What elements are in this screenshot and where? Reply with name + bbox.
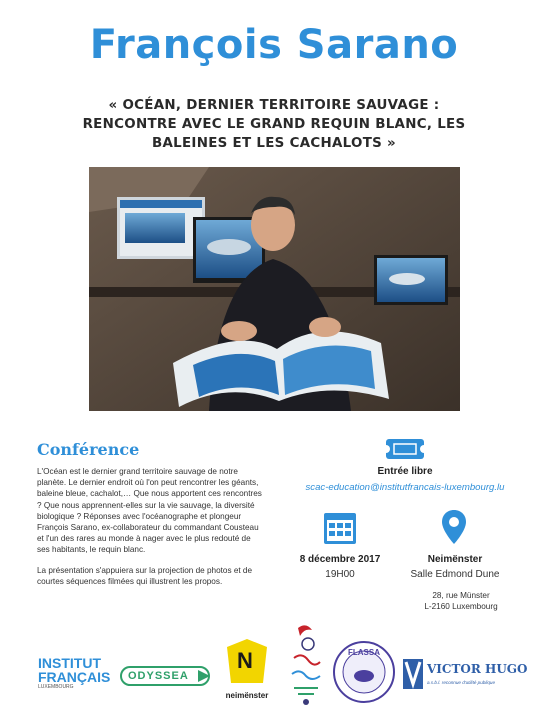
speaker-photo-illustration (89, 167, 460, 411)
subtitle-line-1: « OCÉAN, DERNIER TERRITOIRE SAUVAGE : (108, 98, 440, 113)
location-pin-icon (441, 509, 467, 550)
ticket-icon (385, 438, 425, 465)
speaker-photo (89, 167, 460, 411)
victor-hugo-subtitle: a.s.b.l. reconnue d'utilité publique (427, 680, 496, 685)
subtitle-line-2: RENCONTRE AVEC LE GRAND REQUIN BLANC, LES (82, 117, 466, 132)
venue-room: Salle Edmond Dune (410, 569, 500, 580)
subtitle-line-3: BALEINES ET LES CACHALOTS » (151, 136, 397, 151)
neimenster-letter: N (237, 648, 253, 673)
event-date: 8 décembre 2017 (299, 554, 381, 565)
address-line-1: 28, rue Münster (432, 591, 490, 600)
conference-paragraph-2: La présentation s'appuiera sur la projection de photos et de courtes séquences filmées qui illustrent les propos. (37, 565, 253, 586)
contact-email-link[interactable]: scac-education@institutfrancais-luxembourg.lu (305, 482, 505, 493)
decorative-figures-logo (288, 622, 324, 708)
flassa-text: FLASSA (348, 648, 380, 657)
date-block (280, 548, 400, 580)
page-title: François Sarano (89, 22, 459, 68)
flassa-logo (332, 640, 396, 704)
venue-address (400, 590, 510, 612)
place-block (400, 548, 510, 612)
conference-description (37, 466, 265, 596)
conference-paragraph-1: L'Océan est le dernier grand territoire sauvage de notre planète. Le dernier endroit où l'on peut rencontrer les géants, baleine bleue, cachalot,… Que nous apportent ces rencontres ? Que nous apprennent-elles sur la vie sauvage, la diversité biologique ? Réponses avec l'océanographe et plongeur François Sarano, ex-collaborateur du commandant Cousteau et l'un des rares au monde à nager avec le plus redouté de ses habitants, le requin blanc. (37, 467, 262, 555)
neimenster-logo (222, 638, 272, 700)
venue-name: Neimënster (427, 554, 483, 565)
address-line-2: L-2160 Luxembourg (424, 602, 498, 611)
calendar-icon (322, 510, 358, 551)
neimenster-text: neimënster (225, 691, 269, 700)
conference-heading: Conférence (37, 440, 140, 459)
institut-line-1: INSTITUT (38, 655, 101, 671)
institut-line-3: LUXEMBOURG (38, 684, 74, 690)
victor-hugo-text: VICTOR HUGO (427, 662, 528, 676)
partner-logos (0, 612, 548, 712)
event-subtitle (60, 96, 488, 153)
odyssea-logo (120, 664, 212, 688)
entry-label: Entrée libre (377, 466, 433, 477)
institut-francais-logo (38, 656, 118, 690)
event-time: 19H00 (325, 569, 355, 580)
odyssea-text: ODYSSEA (128, 670, 189, 682)
institut-line-2: FRANÇAIS (38, 669, 111, 685)
